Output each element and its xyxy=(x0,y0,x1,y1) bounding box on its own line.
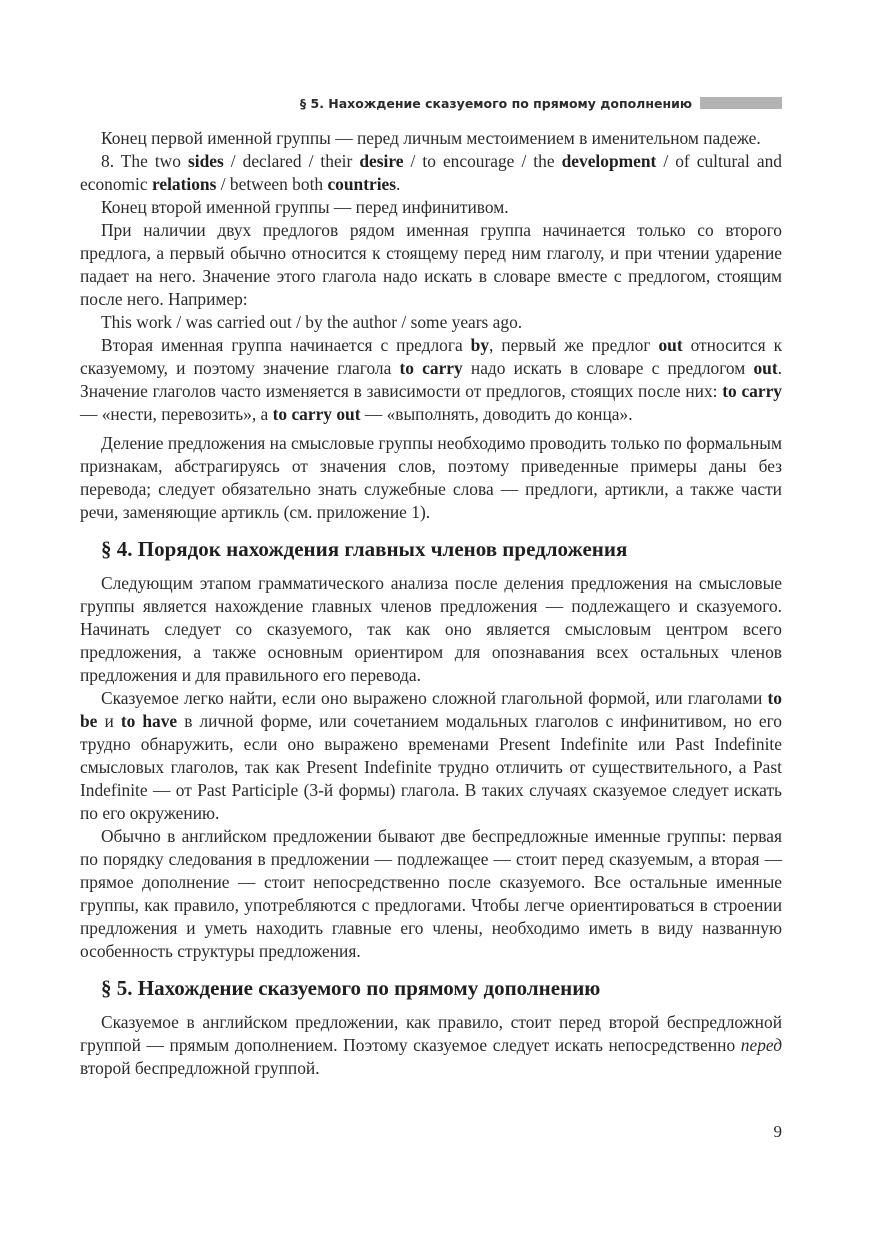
bold-term: out xyxy=(658,335,683,355)
running-title: § 5. Нахождение сказуемого по прямому дополнению xyxy=(299,95,692,111)
text-run: и xyxy=(97,711,121,731)
text-run: 8. The two xyxy=(101,151,188,171)
text-run: Деление предложения на смысловые группы необходимо проводить только по формальным признакам, абстрагируясь от значения слов, поэтому приведенные примеры даны без перевода; следует обязательно знать служебные слова — предлоги, артикли, а также части речи, заменяющие артикль (см. приложение 1). xyxy=(80,433,782,522)
bold-term: to carry xyxy=(722,381,782,401)
text-run: Следующим этапом грамматического анализа после деления предложения на смысловые группы является нахождение главных членов предложения — подлежащего и сказуемого. Начинать следует со сказуемого, так как оно является смысловым центром всего предложения, а также основным ориентиром для опознавания всех остальных членов предложения и для правильного его перевода. xyxy=(80,573,782,685)
text-run: Вторая именная группа начинается с предлога xyxy=(101,335,471,355)
text-run: При наличии двух предлогов рядом именная группа начинается только со второго предлога, а первый обычно относится к стоящему перед ним глаголу, и при чтении ударение падает на него. Значение этого глагола надо искать в словаре вместе с предлогом, стоящим после него. Например: xyxy=(80,220,782,309)
text-run: второй беспредложной группой. xyxy=(80,1058,320,1078)
paragraph xyxy=(80,311,782,334)
paragraph xyxy=(80,150,782,196)
text-run: надо искать в словаре с предлогом xyxy=(462,358,754,378)
paragraph xyxy=(80,432,782,524)
section-4-heading: § 4. Порядок нахождения главных членов предложения xyxy=(101,537,628,561)
italic-term: перед xyxy=(740,1035,782,1055)
text-run: / of cultural and economic xyxy=(80,151,782,194)
text-run: / between both xyxy=(216,174,328,194)
text-run: Конец второй именной группы — перед инфинитивом. xyxy=(101,197,509,217)
text-run: в личной форме, или сочетанием модальных глаголов с инфинитивом, но его трудно обнаружить, если оно выражено временами Present Indefinite или Past Indefinite смысловых глаголов, так как Present Indefinite трудно отличить от существительного, а Past Indefinite — от Past Participle (3-й формы) глагола. В таких случаях сказуемое следует искать по его окружению. xyxy=(80,711,782,823)
paragraph xyxy=(80,196,782,219)
page-number: 9 xyxy=(773,1122,782,1141)
paragraph xyxy=(80,334,782,426)
paragraph xyxy=(80,572,782,687)
bold-term: development xyxy=(561,151,657,171)
section-5-heading: § 5. Нахождение сказуемого по прямому дополнению xyxy=(101,976,601,1000)
bold-term: to be xyxy=(80,688,782,731)
text-run: This work / was carried out / by the author / some years ago. xyxy=(101,312,523,332)
text-run: Обычно в английском предложении бывают две беспредложные именные группы: первая по порядку следования в предложении — подлежащее — стоит перед сказуемым, а вторая — прямое дополнение — стоит непосредственно после сказуемого. Все остальные именные группы, как правило, употребляются с предлогами. Чтобы легче ориентироваться в строении предложения и уметь находить главные его члены, необходимо иметь в виду названную особенность структуры предложения. xyxy=(80,826,782,961)
text-run: относится к сказуемому, и поэтому значение глагола xyxy=(80,335,783,378)
text-run: Конец первой именной группы — перед личным местоимением в именительном падеже. xyxy=(101,128,761,148)
bold-term: to carry xyxy=(399,358,463,378)
text-run: . xyxy=(396,174,401,194)
text-run: / to encourage / the xyxy=(403,151,562,171)
paragraph xyxy=(80,127,782,150)
paragraph xyxy=(80,825,782,963)
paragraph xyxy=(80,687,782,825)
header-rule-bar xyxy=(700,97,782,109)
bold-term: by xyxy=(470,335,490,355)
text-run: Сказуемое легко найти, если оно выражено сложной глагольной формой, или глаголами xyxy=(101,688,768,708)
bold-term: desire xyxy=(359,151,404,171)
text-run: — «выполнять, доводить до конца». xyxy=(360,404,633,424)
text-run: — «нести, перевозить», а xyxy=(80,404,273,424)
running-header xyxy=(80,94,782,112)
bold-term: out xyxy=(753,358,778,378)
bold-term: sides xyxy=(187,151,224,171)
text-run: / declared / their xyxy=(223,151,360,171)
text-run: Сказуемое в английском предложении, как правило, стоит перед второй беспредложной группой — прямым дополнением. Поэтому сказуемое следует искать непосредственно xyxy=(80,1012,782,1055)
bold-term: relations xyxy=(151,174,217,194)
bold-term: to have xyxy=(120,711,178,731)
text-run: . Значение глаголов часто изменяется в зависимости от предлогов, стоящих после них: xyxy=(80,358,782,401)
text-run: , первый же предлог xyxy=(489,335,659,355)
page-body xyxy=(80,127,782,1080)
bold-term: to carry out xyxy=(272,404,361,424)
paragraph xyxy=(80,1011,782,1080)
paragraph xyxy=(80,219,782,311)
bold-term: countries xyxy=(327,174,397,194)
